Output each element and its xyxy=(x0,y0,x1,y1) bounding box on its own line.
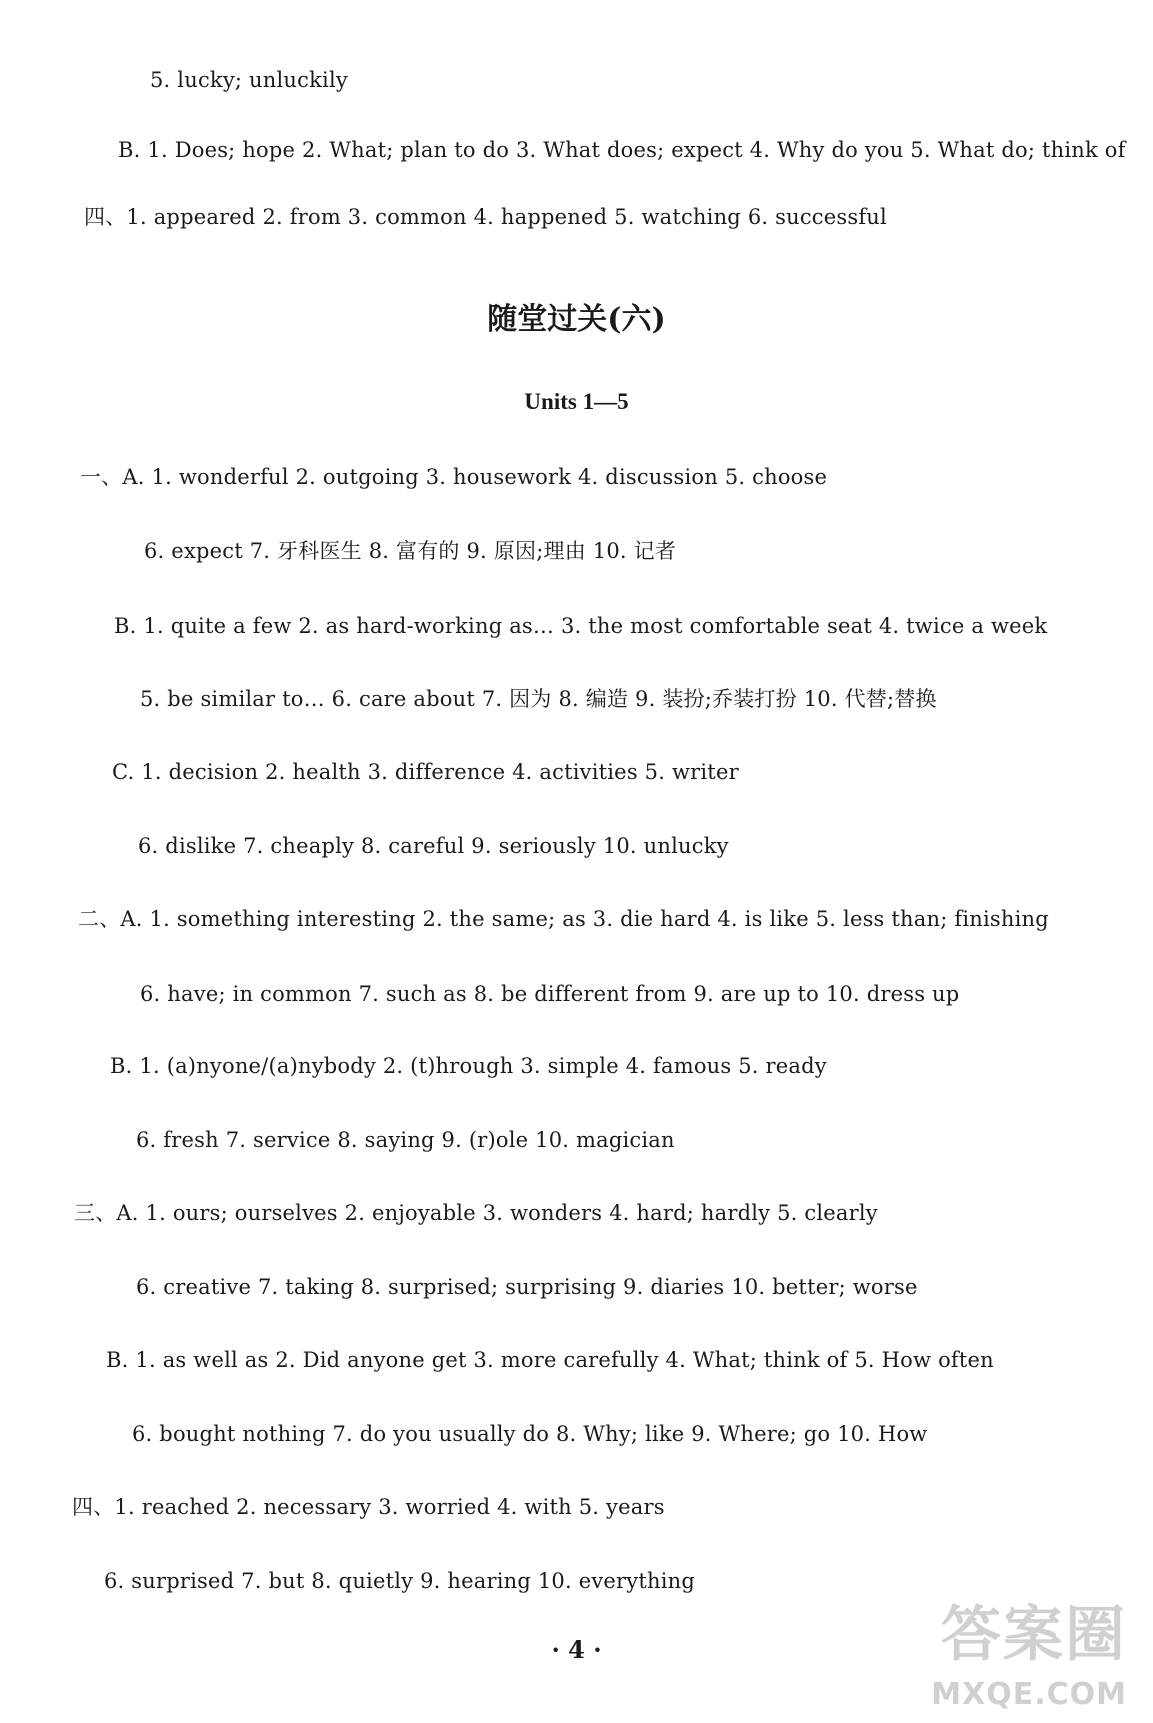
answer-line: 三、A. 1. ours; ourselves 2. enjoyable 3. wonders 4. hard; hardly 5. clearly xyxy=(74,1201,878,1225)
watermark-text: 答案圈 xyxy=(941,1600,1127,1670)
answer-line: 四、1. appeared 2. from 3. common 4. happened 5. watching 6. successful xyxy=(84,205,887,229)
section-title: 随堂过关(六) xyxy=(487,302,666,337)
answer-line: 二、A. 1. something interesting 2. the same; as 3. die hard 4. is like 5. less than; finishing xyxy=(78,907,1049,931)
answer-line: 6. expect 7. 牙科医生 8. 富有的 9. 原因;理由 10. 记者 xyxy=(144,539,677,563)
answer-line: 6. creative 7. taking 8. surprised; surprising 9. diaries 10. better; worse xyxy=(136,1275,918,1299)
answer-line: C. 1. decision 2. health 3. difference 4. activities 5. writer xyxy=(112,760,739,784)
answer-line: 6. fresh 7. service 8. saying 9. (r)ole 10. magician xyxy=(136,1128,675,1152)
answer-line: 5. lucky; unluckily xyxy=(150,68,348,92)
answer-line: 一、A. 1. wonderful 2. outgoing 3. housework 4. discussion 5. choose xyxy=(80,465,828,489)
answer-line: B. 1. as well as 2. Did anyone get 3. more carefully 4. What; think of 5. How often xyxy=(106,1348,994,1372)
watermark-domain: MXQE.COM xyxy=(931,1677,1127,1712)
answer-line: B. 1. quite a few 2. as hard-working as… 3. the most comfortable seat 4. twice a week xyxy=(114,614,1048,638)
section-subtitle: Units 1—5 xyxy=(524,389,629,414)
answer-line: 6. have; in common 7. such as 8. be different from 9. are up to 10. dress up xyxy=(140,982,960,1006)
answer-line: B. 1. (a)nyone/(a)nybody 2. (t)hrough 3. simple 4. famous 5. ready xyxy=(110,1054,827,1078)
answer-line: B. 1. Does; hope 2. What; plan to do 3. What does; expect 4. Why do you 5. What do; think of xyxy=(118,138,1126,162)
page-number: · 4 · xyxy=(551,1635,602,1664)
answer-line: 5. be similar to… 6. care about 7. 因为 8. 编造 9. 装扮;乔装打扮 10. 代替;替换 xyxy=(140,687,937,711)
watermark-logo xyxy=(905,1600,1135,1712)
answer-line: 6. bought nothing 7. do you usually do 8. Why; like 9. Where; go 10. How xyxy=(132,1422,928,1446)
answer-line: 6. surprised 7. but 8. quietly 9. hearing 10. everything xyxy=(104,1569,696,1593)
answer-line: 6. dislike 7. cheaply 8. careful 9. seriously 10. unlucky xyxy=(138,834,729,858)
answer-line: 四、1. reached 2. necessary 3. worried 4. with 5. years xyxy=(72,1495,665,1519)
